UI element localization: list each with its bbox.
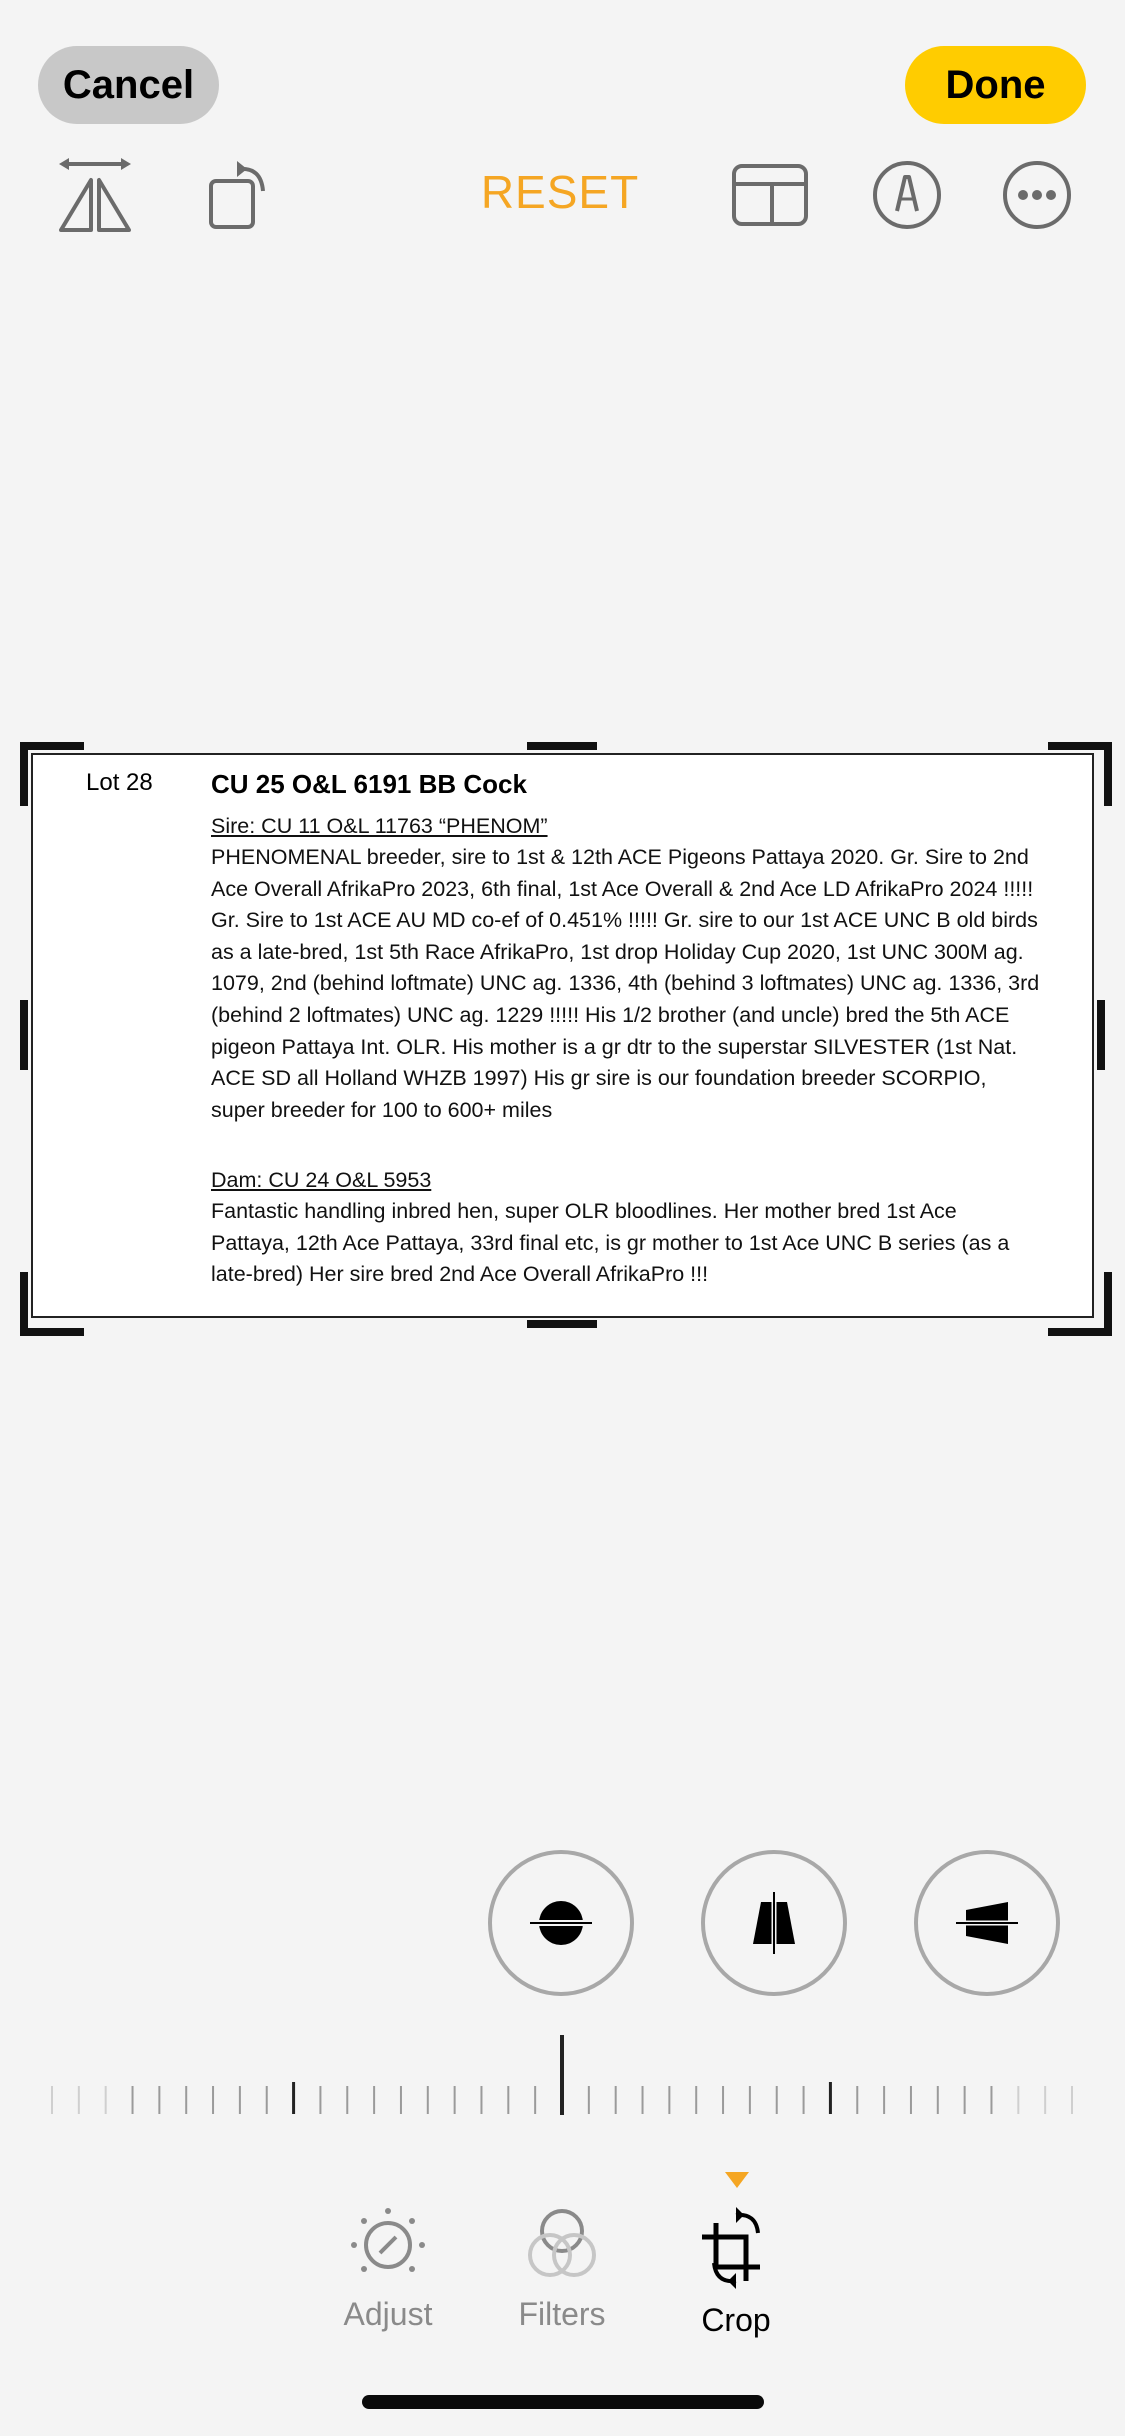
photo-canvas[interactable] <box>31 753 1094 1318</box>
vertical-perspective-icon <box>739 1888 809 1958</box>
straighten-icon <box>526 1888 596 1958</box>
home-indicator <box>362 2395 764 2409</box>
crop-corner-bottom-right[interactable] <box>1048 1272 1112 1336</box>
markup-icon[interactable] <box>862 150 952 240</box>
dam-heading: Dam: CU 24 O&L 5953 <box>211 1168 432 1192</box>
horizontal-perspective-icon <box>952 1888 1022 1958</box>
lot-number: Lot 28 <box>86 769 153 796</box>
crop-edge-top[interactable] <box>527 742 597 750</box>
crop-edge-left[interactable] <box>20 1000 28 1070</box>
more-icon[interactable] <box>992 150 1082 240</box>
tab-filters[interactable] <box>492 2205 632 2333</box>
tab-filters-label: Filters <box>518 2296 606 2332</box>
vertical-perspective-button[interactable] <box>701 1850 847 1996</box>
cancel-button[interactable]: Cancel <box>38 46 219 124</box>
flip-icon[interactable] <box>50 150 140 240</box>
dial-indicator <box>560 2035 564 2115</box>
tab-crop[interactable] <box>666 2205 806 2339</box>
crop-corner-top-left[interactable] <box>20 742 84 806</box>
adjust-icon <box>348 2205 428 2285</box>
active-tab-marker <box>725 2172 749 2188</box>
filters-icon <box>522 2205 602 2285</box>
sire-description: PHENOMENAL breeder, sire to 1st & 12th ACE Pigeons Pattaya 2020. Gr. Sire to 2nd Ace Overall AfrikaPro 2023, 6th final, 1st Ace Overall & 2nd Ace LD AfrikaPro 2024 !!!!! Gr. Sire to 1st ACE AU MD co-ef of 0.451% !!!!! Gr. sire to our 1st ACE UNC B old birds as a late-bred, 1st 5th Race AfrikaPro, 1st drop Holiday Cup 2020, 1st UNC 300M ag. 1079, 2nd (behind loftmate) UNC ag. 1336, 4th (behind 3 loftmates) UNC ag. 1336, 3rd (behind 2 loftmates) UNC ag. 1229 !!!!! His 1/2 brother (and uncle) bred the 5th ACE pigeon Pattaya Int. OLR. His mother is a gr dtr to the superstar SILVESTER (1st Nat. ACE SD all Holland WHZB 1997) His gr sire is our foundation breeder SCORPIO, super breeder for 100 to 600+ miles <box>211 845 1040 1122</box>
crop-rotate-icon <box>696 2205 776 2291</box>
sire-heading: Sire: CU 11 O&L 11763 “PHENOM” <box>211 814 548 838</box>
dam-description: Fantastic handling inbred hen, super OLR bloodlines. Her mother bred 1st Ace Pattaya, 12th Ace Pattaya, 33rd final etc, is gr mother to 1st Ace UNC B series (as a late-bred) Her sire bred 2nd Ace Overall AfrikaPro !!! <box>211 1199 1010 1287</box>
crop-corner-top-right[interactable] <box>1048 742 1112 806</box>
document-title: CU 25 O&L 6191 BB Cock <box>211 769 527 799</box>
rotate-icon[interactable] <box>190 150 280 240</box>
straighten-button[interactable] <box>488 1850 634 1996</box>
tab-crop-label: Crop <box>701 2302 771 2338</box>
reset-button[interactable]: RESET <box>480 166 640 218</box>
tab-adjust[interactable] <box>318 2205 458 2333</box>
crop-edge-bottom[interactable] <box>527 1320 597 1328</box>
done-button[interactable]: Done <box>905 46 1086 124</box>
aspect-ratio-icon[interactable] <box>725 150 815 240</box>
crop-corner-bottom-left[interactable] <box>20 1272 84 1336</box>
crop-edge-right[interactable] <box>1097 1000 1105 1070</box>
tab-adjust-label: Adjust <box>343 2296 433 2332</box>
horizontal-perspective-button[interactable] <box>914 1850 1060 1996</box>
document-content <box>33 755 1092 1316</box>
